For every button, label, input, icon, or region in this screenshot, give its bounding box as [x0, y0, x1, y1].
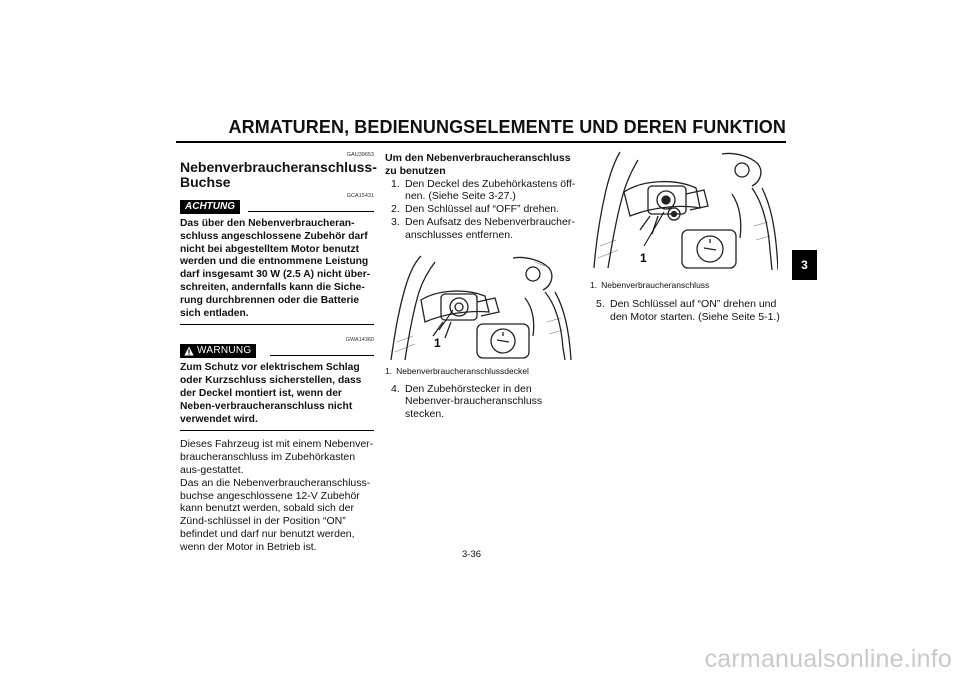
- procedure-steps: [385, 178, 579, 242]
- chapter-tab[interactable]: 3: [792, 250, 817, 280]
- caution-label: ACHTUNG: [185, 201, 235, 212]
- list-item: 1. Den Deckel des Zubehörkastens öff-nen. (Siehe Seite 3-27.): [391, 177, 576, 203]
- figure-caption: 1. Nebenverbraucheranschluss: [590, 280, 710, 290]
- warning-notice: [180, 337, 374, 431]
- figure-callout: 1: [434, 335, 441, 350]
- procedure-heading: Um den Nebenverbraucheranschluss zu benutzen: [385, 152, 571, 177]
- caution-badge: [180, 200, 240, 214]
- column-1: [180, 152, 377, 554]
- caution-text: Das über den Nebenverbraucheran-schluss angeschlossene Zubehör darf nicht bei abgestelltem Motor benutzt werden und die entnommene Leistung darf insgesamt 30 W (2.5 A) nicht über-schreiten, andernfalls kann die Siche-rung durchbrennen oder die Batterie sich entladen.: [180, 218, 374, 325]
- figure-illustration: [590, 150, 778, 272]
- figure-socket-cover: [385, 252, 573, 362]
- list-item: 5. Den Schlüssel auf “ON” drehen und den Motor starten. (Siehe Seite 5-1.): [596, 298, 780, 323]
- figure-illustration: [385, 252, 573, 362]
- column-3: [590, 150, 784, 324]
- procedure-steps-final: [590, 298, 784, 324]
- figure-callout: 1: [640, 251, 647, 265]
- body-paragraph-1: Dieses Fahrzeug ist mit einem Nebenver-braucheranschluss im Zubehörkasten aus-gestattet.: [180, 438, 374, 476]
- caution-code: GCA15431: [346, 193, 374, 199]
- page-header: [176, 117, 786, 145]
- warning-label: WARNUNG: [197, 345, 252, 357]
- list-item: 4. Den Zubehörstecker in den Nebenver-braucheranschluss stecken.: [391, 382, 543, 421]
- section-code: GAU39653: [346, 152, 374, 158]
- list-item: 2. Den Schlüssel auf “OFF” drehen.: [391, 203, 560, 216]
- warning-code: GWA14360: [345, 337, 374, 344]
- figure-socket: [590, 150, 778, 272]
- body-paragraph-2: Das an die Nebenverbraucheranschluss-buchse angeschlossene 12-V Zubehör kann benutzt werden, sobald sich der Zünd-schlüssel in der Position “ON” befindet und darf nur benutzt werden, wenn der Motor in Betrieb ist.: [180, 476, 371, 553]
- figure-caption: 1. Nebenverbraucheranschlussdeckel: [385, 365, 529, 376]
- page-title: ARMATUREN, BEDIENUNGSELEMENTE UND DEREN FUNKTION: [228, 117, 786, 137]
- watermark: carmanualsonline.info: [704, 645, 952, 673]
- warning-text: Zum Schutz vor elektrischem Schlag oder Kurzschluss sicherstellen, dass der Deckel montiert ist, wenn der Neben-verbraucheranschluss nicht verwendet wird.: [180, 362, 374, 431]
- procedure-steps-cont: [385, 383, 579, 421]
- caution-notice: [180, 193, 374, 325]
- column-2: [385, 152, 579, 421]
- page-number: 3-36: [462, 549, 482, 560]
- header-rule: [176, 141, 786, 143]
- caution-rule: [248, 211, 374, 212]
- section-heading: Nebenverbraucheranschluss-Buchse: [180, 159, 377, 190]
- list-item: 3. Den Aufsatz des Nebenverbraucher-anschlusses entfernen.: [391, 215, 575, 241]
- warning-badge: [180, 344, 256, 358]
- warning-rule: [270, 355, 374, 356]
- warning-triangle-icon: [184, 346, 194, 356]
